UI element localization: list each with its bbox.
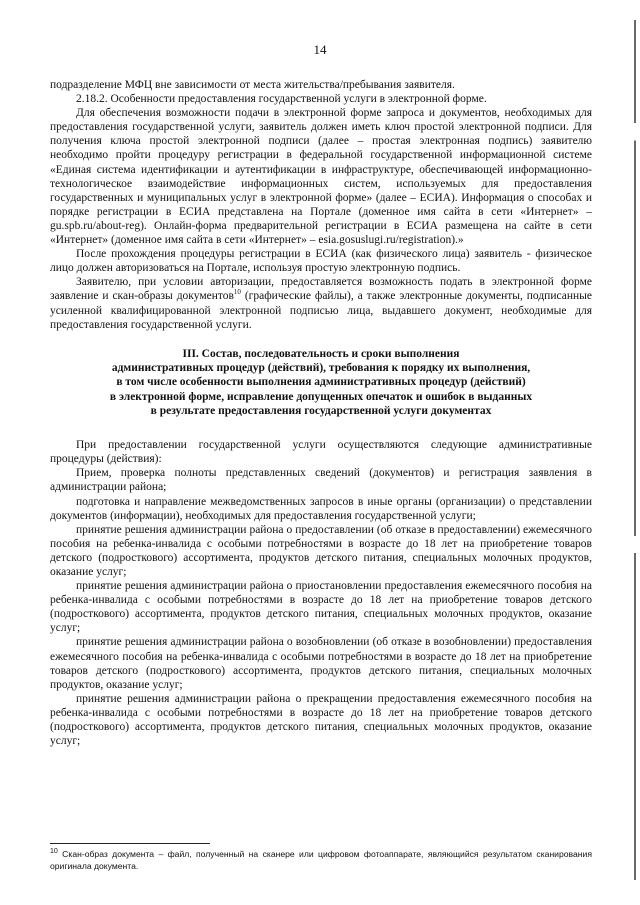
body-paragraph: подразделение МФЦ вне зависимости от места жительства/пребывания заявителя. bbox=[50, 79, 455, 91]
list-item: принятие решения администрации района о прекращении предоставления ежемесячного пособия на ребенка-инвалида с особыми потребностями в возрасте до 18 лет на приобретение товаров детского (подросткового) ассортимента, продуктов детского питания, специальных молочных продуктов, оказание услуг; bbox=[50, 692, 592, 748]
list-item: принятие решения администрации района о приостановлении предоставления ежемесячного пособия на ребенка-инвалида с особыми потребностями в возрасте до 18 лет на приобретение товаров детского (подросткового) ассортимента, продуктов детского питания, специальных молочных продуктов, оказание услуг; bbox=[50, 580, 592, 635]
body-paragraph: При предоставлении государственной услуги осуществляются следующие административные процедуры (действия): bbox=[50, 439, 592, 466]
list-item: Прием, проверка полноты представленных сведений (документов) и регистрация заявления в администрации района; bbox=[50, 467, 592, 494]
footnote-reference: 10 bbox=[233, 288, 241, 297]
scan-edge-mark bbox=[634, 20, 636, 880]
footnote-separator bbox=[50, 843, 210, 844]
body-paragraph: 2.18.2. Особенности предоставления государственной услуги в электронной форме. bbox=[76, 93, 487, 106]
body-paragraph: После прохождения процедуры регистрации в ЕСИА (как физического лица) заявитель - физическое лицо должен авторизоваться на Портале, используя простую электронную подпись. bbox=[50, 248, 592, 275]
body-paragraph: Для обеспечения возможности подачи в электронной форме запроса и документов, необходимых для предоставления государственной услуги, заявитель должен иметь ключ простой электронной подписи. Для получения ключа простой электронной подписи (далее – простая электронная подпись) заявителю необходимо пройти процедуру регистрации в федеральной государственной информационной системе «Единая система идентификации и аутентификации в инфраструктуре, обеспечивающей информационно-технологическое взаимодействие информационных систем, используемых для предоставления государственных и муниципальных услуг в электронной форме» (далее – ЕСИА). Информация о способах и порядке регистрации в ЕСИА представлена на Портале (доменное имя сайта в сети «Интернет» – gu.spb.ru/about-reg). Онлайн-форма предварительной регистрации в ЕСИА размещена на сайте в сети «Интернет» (доменное имя сайта в сети «Интернет» – esia.gosuslugi.ru/registration).» bbox=[50, 107, 592, 247]
section-heading-line: в электронной форме, исправление допущенных опечаток и ошибок в выданных bbox=[109, 390, 533, 403]
page-number: 14 bbox=[313, 42, 327, 57]
paragraph-text: Заявителю, при условии авторизации, предоставляется возможность подать в электронной форме заявление и скан-образы документов bbox=[50, 276, 592, 303]
section-heading-line: III. Состав, последовательность и сроки выполнения bbox=[182, 347, 460, 360]
footnote-text: Скан-образ документа – файл, полученный на сканере или цифровом фотоаппарате, являющийся результатом сканирования оригинала документа. bbox=[50, 849, 592, 871]
list-item: подготовка и направление межведомственных запросов в иные органы (организации) о представлении документов (информации), необходимых для предоставления государственной услуги; bbox=[50, 495, 592, 522]
footnote bbox=[50, 848, 592, 872]
section-heading-line: административных процедур (действий), требования к порядку их выполнения, bbox=[111, 361, 531, 374]
list-item: принятие решения администрации района о предоставлении (об отказе в предоставлении) ежемесячного пособия на ребенка-инвалида с особыми потребностями в возрасте до 18 лет на приобретение товаров детского (подросткового) ассортимента, продуктов детского питания, специальных молочных продуктов, оказание услуг; bbox=[50, 523, 592, 579]
section-heading-line: в том числе особенности выполнения административных процедур (действий) bbox=[116, 376, 526, 389]
body-paragraph-with-footnote bbox=[50, 275, 592, 331]
section-heading bbox=[50, 347, 592, 418]
footnote-marker: 10 bbox=[50, 848, 58, 856]
section-heading-line: в результате предоставления государственной услуги документах bbox=[150, 404, 492, 417]
list-item: принятие решения администрации района о возобновлении (об отказе в возобновлении) предоставления ежемесячного пособия на ребенка-инвалида с особыми потребностями в возрасте до 18 лет на приобретение товаров детского (подросткового) ассортимента, продуктов детского питания, специальных молочных продуктов, оказание услуг; bbox=[50, 636, 592, 691]
paragraph-text: (графические файлы), а также электронные документы, подписанные усиленной квалифицированной электронной подписью лица, выдавшего документ, необходимые для предоставления государственной услуги. bbox=[50, 290, 592, 331]
document-body bbox=[50, 78, 592, 748]
